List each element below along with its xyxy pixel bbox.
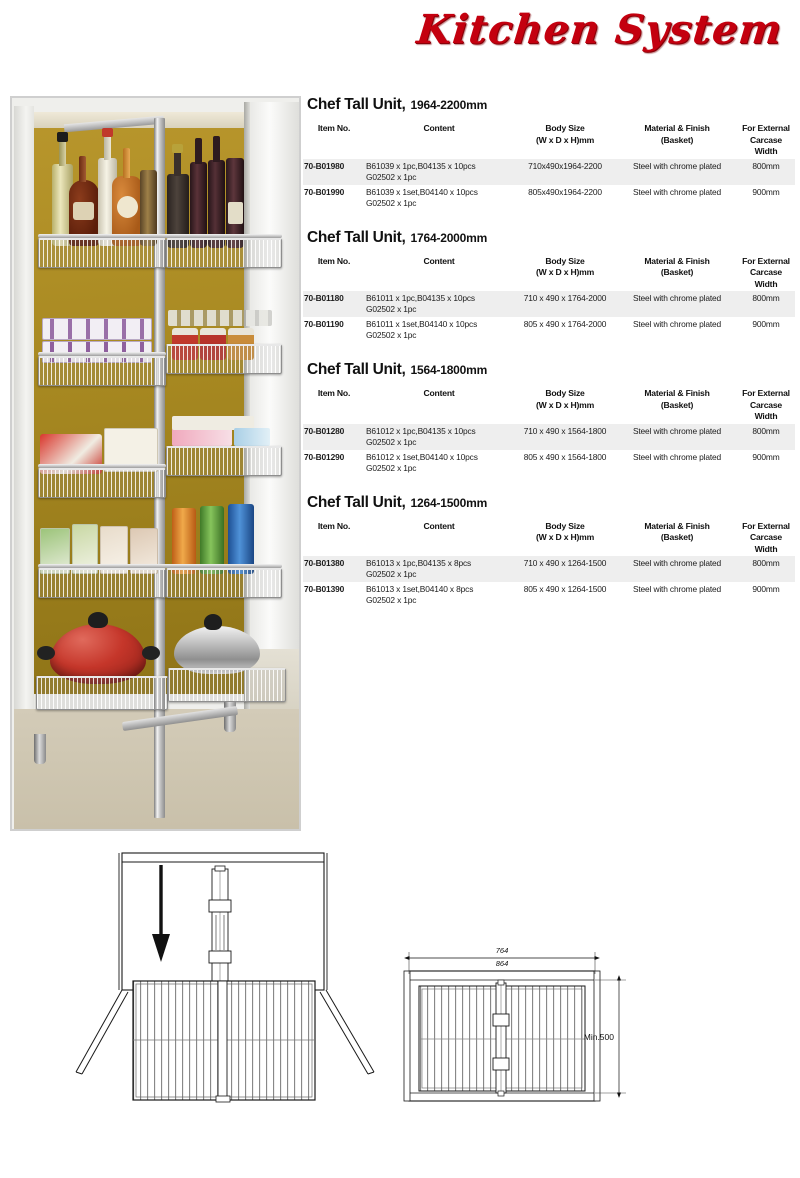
bottle-label-wine-3 xyxy=(228,202,243,224)
specification-sections xyxy=(303,96,795,616)
snack-pack-pink xyxy=(172,428,232,446)
cell-content xyxy=(365,582,513,608)
section-3-heading xyxy=(303,361,795,379)
cell-body-size: 710 x 490 x 1264-1500 xyxy=(513,556,617,582)
th-content: Content xyxy=(423,520,455,531)
content-line-1: B61039 x 1pc,B04135 x 10pcs xyxy=(366,160,476,171)
cell-body-size: 710x490x1964-2200 xyxy=(513,159,617,185)
th-content: Content xyxy=(423,388,455,398)
th-external-width xyxy=(737,256,795,292)
bottle-label-brandy xyxy=(73,202,94,220)
cabinet-foot-left xyxy=(34,734,46,764)
basket-rail-4 xyxy=(38,564,282,568)
section-3-range: 1564-1800mm xyxy=(410,363,488,377)
cell-item-no: 70-B01980 xyxy=(303,159,365,185)
section-4-title: Chef Tall Unit, xyxy=(307,493,406,511)
th-material-sub: (Basket) xyxy=(660,399,694,410)
table-header-row xyxy=(303,388,795,424)
th-body-size-main: Body Size xyxy=(545,388,585,398)
cell-carcase-width: 800mm xyxy=(737,291,795,317)
spec-table-4 xyxy=(303,521,795,609)
basket-rail-2 xyxy=(38,352,166,356)
cell-material: Steel with chrome plated xyxy=(632,186,722,197)
th-material-sub: (Basket) xyxy=(660,134,694,145)
basket-shelf-3-right xyxy=(166,446,282,476)
cell-body-size: 710 x 490 x 1564-1800 xyxy=(513,424,617,450)
steel-pot-knob xyxy=(204,614,222,630)
bottle-neck-wine-1 xyxy=(195,138,202,164)
cell-carcase-width: 900mm xyxy=(752,584,780,594)
cell-carcase-width: 800mm xyxy=(737,424,795,450)
table-header-row xyxy=(303,123,795,159)
bottle-cap-2 xyxy=(102,128,113,137)
basket-shelf-2-right xyxy=(166,344,282,374)
spec-table-1 xyxy=(303,123,795,211)
steel-pot-lid xyxy=(174,626,260,674)
drawing-right-plan-view xyxy=(404,946,626,1101)
red-pot-handle-right xyxy=(142,646,160,660)
table-header-row xyxy=(303,256,795,292)
th-material xyxy=(617,521,737,557)
basket-shelf-5 xyxy=(36,676,168,710)
cell-item-no: 70-B01380 xyxy=(303,556,365,582)
section-2-range: 1764-2000mm xyxy=(410,230,488,245)
snack-pack-blue xyxy=(234,428,270,446)
cell-material: Steel with chrome plated xyxy=(632,451,722,462)
dimension-width xyxy=(409,946,595,974)
cell-item-no: 70-B01290 xyxy=(304,451,345,462)
basket-shelf-1 xyxy=(38,238,166,268)
bottle-neck-1 xyxy=(59,138,66,166)
content-line-2: G02502 x 1pc xyxy=(366,197,417,208)
spec-table-3 xyxy=(303,388,795,476)
content-line-1: B61013 x 1pc,B04135 x 8pcs xyxy=(366,558,472,568)
th-material-main: Material & Finish xyxy=(644,388,710,398)
content-line-1: B61013 x 1set,B04140 x 8pcs xyxy=(366,584,474,594)
th-item-no: Item No. xyxy=(317,520,351,531)
th-body-size-main: Body Size xyxy=(545,520,585,531)
spec-table-2 xyxy=(303,256,795,344)
cell-content xyxy=(365,424,513,450)
cell-carcase-width: 900mm xyxy=(752,451,780,462)
th-external-main: For External xyxy=(742,520,790,531)
cell-content xyxy=(365,556,513,582)
th-body-size xyxy=(513,388,617,424)
th-external-main: For External xyxy=(742,388,790,398)
cell-body-size: 805 x 490 x 1564-1800 xyxy=(523,451,607,462)
cell-carcase-width: 900mm xyxy=(752,319,780,329)
th-external-sub: Carcase Width xyxy=(749,532,783,554)
th-material-main: Material & Finish xyxy=(644,255,710,266)
cell-body-size: 805 x 490 x 1264-1500 xyxy=(523,584,607,594)
th-item-no: Item No. xyxy=(317,123,351,133)
th-content: Content xyxy=(423,123,455,133)
content-line-2: G02502 x 1pc xyxy=(366,569,417,579)
basket-shelf-2 xyxy=(38,356,166,386)
table-header-row xyxy=(303,521,795,557)
table-row[interactable] xyxy=(303,582,795,608)
yogurt-pack-1 xyxy=(42,318,152,340)
th-material-main: Material & Finish xyxy=(644,123,710,133)
th-external-sub: Carcase Width xyxy=(749,134,783,156)
th-material xyxy=(617,123,737,159)
section-1-heading xyxy=(303,96,795,114)
spec-section-3 xyxy=(303,361,795,476)
th-body-size-main: Body Size xyxy=(545,123,585,133)
bottle-cap-1 xyxy=(57,132,68,142)
basket-shelf-5-right xyxy=(168,668,286,702)
th-body-size-sub: (W x D x H)mm xyxy=(535,532,595,542)
basket-shelf-3 xyxy=(38,468,166,498)
bottle-neck-wine-3 xyxy=(232,134,239,160)
cell-item-no: 70-B01180 xyxy=(303,291,365,317)
section-4-range: 1264-1500mm xyxy=(410,495,488,510)
content-line-1: B61011 x 1pc,B04135 x 10pcs xyxy=(366,293,475,303)
th-external-width xyxy=(737,521,795,557)
cell-material: Steel with chrome plated xyxy=(617,556,737,582)
section-3-title: Chef Tall Unit, xyxy=(307,361,406,378)
lift-mechanism xyxy=(209,866,231,987)
dim-width-bottom-label: 864 xyxy=(495,959,509,968)
basket-rail-3 xyxy=(38,464,166,468)
section-2-title: Chef Tall Unit, xyxy=(307,228,406,246)
table-row[interactable] xyxy=(303,291,795,317)
cell-content xyxy=(365,450,513,476)
direction-arrow-down xyxy=(152,865,170,962)
section-2-heading xyxy=(303,229,795,247)
cell-material: Steel with chrome plated xyxy=(632,584,722,594)
dim-width-top-label: 764 xyxy=(495,946,509,955)
cell-body-size: 805x490x1964-2200 xyxy=(528,186,602,197)
th-body-size xyxy=(513,256,617,292)
bottle-neck-black xyxy=(174,150,181,176)
th-material-main: Material & Finish xyxy=(644,520,710,531)
th-content: Content xyxy=(423,255,455,266)
th-body-size-main: Body Size xyxy=(545,255,585,266)
table-row[interactable] xyxy=(303,185,795,211)
th-material-sub: (Basket) xyxy=(660,267,694,277)
bottle-neck-brandy xyxy=(79,156,86,182)
bottle-label-amber xyxy=(117,196,138,218)
product-photo-inner xyxy=(12,98,299,829)
basket-shelf-1-right xyxy=(166,238,282,268)
cell-item-no: 70-B01190 xyxy=(304,319,344,329)
th-body-size-sub: (W x D x H)mm xyxy=(535,399,595,410)
bottle-cap-black xyxy=(172,144,183,153)
content-line-1: B61012 x 1set,B04140 x 10pcs xyxy=(366,451,478,462)
th-external-main: For External xyxy=(742,255,790,266)
cell-carcase-width: 800mm xyxy=(737,159,795,185)
th-material-sub: (Basket) xyxy=(660,532,694,542)
red-pot-handle-left xyxy=(37,646,55,660)
brand-title: Kitchen System xyxy=(414,6,785,53)
content-line-1: B61039 x 1set,B04140 x 10pcs xyxy=(366,186,478,197)
cabinet-left-panel xyxy=(14,106,34,796)
th-item-no: Item No. xyxy=(317,255,351,266)
table-row[interactable] xyxy=(303,159,795,185)
th-material xyxy=(617,388,737,424)
bottle-neck-wine-2 xyxy=(213,136,220,162)
cell-content xyxy=(365,291,513,317)
basket-shelf-4 xyxy=(38,568,166,598)
bottle-neck-amber xyxy=(123,148,130,178)
product-photo xyxy=(10,96,301,831)
cell-item-no: 70-B01990 xyxy=(304,186,345,197)
content-line-2: G02502 x 1pc xyxy=(366,330,417,340)
basket-lowered xyxy=(133,981,315,1102)
th-material xyxy=(617,256,737,292)
technical-drawings xyxy=(0,840,800,1178)
table-row[interactable] xyxy=(303,317,795,343)
table-row[interactable] xyxy=(303,450,795,476)
th-external-sub: Carcase Width xyxy=(749,399,783,421)
content-line-2: G02502 x 1pc xyxy=(366,171,417,182)
cell-carcase-width: 800mm xyxy=(737,556,795,582)
cell-body-size: 805 x 490 x 1764-2000 xyxy=(523,319,607,329)
basket-shelf-4-right xyxy=(166,568,282,598)
section-1-title: Chef Tall Unit, xyxy=(307,96,406,113)
section-1-range: 1964-2200mm xyxy=(410,98,488,112)
table-row[interactable] xyxy=(303,556,795,582)
th-body-size-sub: (W x D x H)mm xyxy=(535,134,595,145)
content-line-2: G02502 x 1pc xyxy=(366,462,417,473)
th-item-no: Item No. xyxy=(317,388,351,398)
bottle-neck-2 xyxy=(104,134,111,160)
drawing-left-front-view xyxy=(76,853,374,1102)
cell-material: Steel with chrome plated xyxy=(617,424,737,450)
spec-section-2 xyxy=(303,229,795,344)
table-row[interactable] xyxy=(303,424,795,450)
spec-section-1 xyxy=(303,96,795,211)
cell-item-no: 70-B01280 xyxy=(303,424,365,450)
page-header xyxy=(0,0,800,78)
cell-material: Steel with chrome plated xyxy=(617,159,737,185)
th-body-size-sub: (W x D x H)mm xyxy=(535,267,595,277)
content-line-2: G02502 x 1pc xyxy=(366,595,417,605)
section-4-heading xyxy=(303,494,795,512)
cell-content xyxy=(365,185,513,211)
red-pot-knob xyxy=(88,612,108,628)
spec-section-4 xyxy=(303,494,795,609)
content-line-2: G02502 x 1pc xyxy=(366,436,417,447)
dim-height-label: Min.500 xyxy=(583,1032,614,1042)
cell-content xyxy=(365,317,513,343)
cell-material: Steel with chrome plated xyxy=(632,319,722,329)
basket-rail-1 xyxy=(38,234,282,238)
th-external-width xyxy=(737,388,795,424)
cell-material: Steel with chrome plated xyxy=(617,291,737,317)
th-external-width xyxy=(737,123,795,159)
content-line-1: B61012 x 1pc,B04135 x 10pcs xyxy=(366,425,476,436)
th-body-size xyxy=(513,123,617,159)
cell-body-size: 710 x 490 x 1764-2000 xyxy=(513,291,617,317)
th-external-sub: Carcase Width xyxy=(749,267,783,289)
cell-carcase-width: 900mm xyxy=(752,186,780,197)
glass-row xyxy=(168,310,272,326)
th-body-size xyxy=(513,521,617,557)
cell-content xyxy=(365,159,513,185)
content-line-1: B61011 x 1set,B04140 x 10pcs xyxy=(366,319,478,329)
th-external-main: For External xyxy=(742,123,790,133)
cell-item-no: 70-B01390 xyxy=(304,584,345,594)
content-line-2: G02502 x 1pc xyxy=(366,304,417,314)
